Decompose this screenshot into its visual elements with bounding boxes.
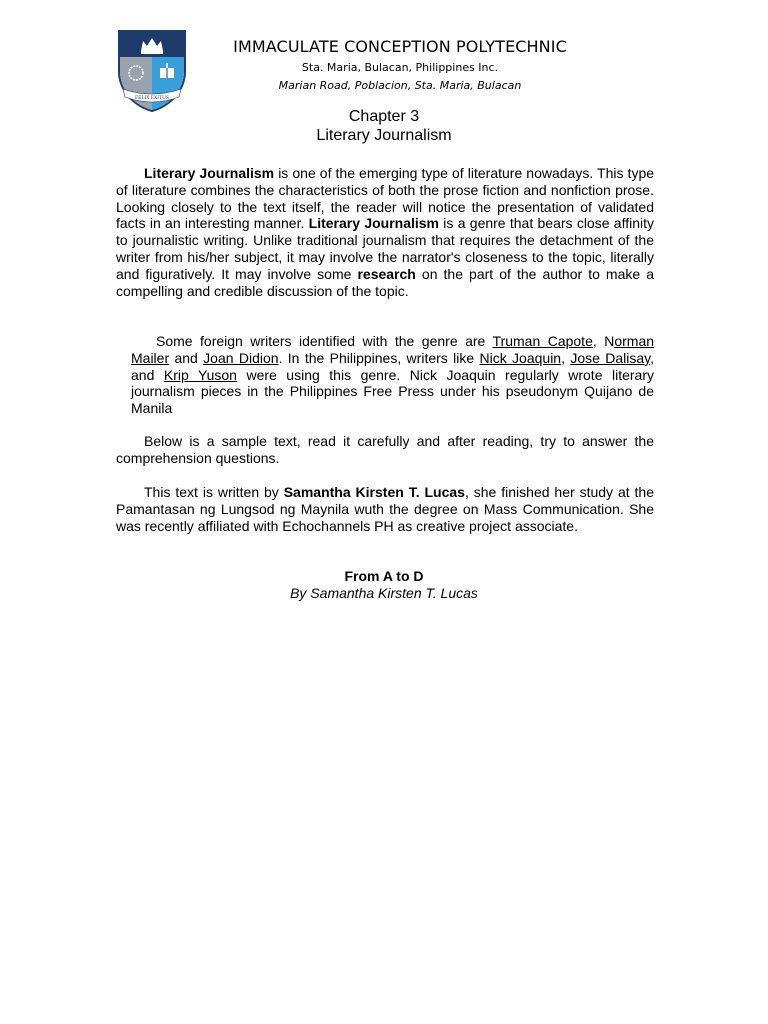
paragraph-text: This text is written by (144, 484, 284, 500)
link-norman-mailer[interactable]: orman Mailer (131, 333, 655, 366)
paragraph-writers (131, 333, 654, 417)
school-address-line2: Marian Road, Poblacion, Sta. Maria, Bulacan (278, 79, 522, 92)
paragraph-intro (116, 165, 654, 299)
link-jose-dalisay[interactable]: Jose Dalisay (570, 349, 651, 366)
link-truman-capote[interactable]: Truman Capote (492, 333, 593, 349)
term-literary-journalism: Literary Journalism (144, 165, 275, 181)
link-nick-joaquin[interactable]: Nick Joaquin (479, 349, 562, 366)
paragraph-text: were using this genre. Nick Joaquin regularly wrote literary journalism pieces in the Philippines Free Press under his pseudonym Quijano de Manila (131, 366, 654, 417)
paragraph-text: on the part of the author to make a compelling and credible discussion of the topic. (116, 265, 654, 299)
paragraph-text: is one of the emerging type of literature nowadays. This type of literature combines the characteristics of both the prose fiction and nonfiction prose. Looking closely to the text itself, the reader will notice the presentation of validated facts in an interesting manner. (116, 165, 655, 232)
term-literary-journalism: Literary Journalism (308, 215, 440, 232)
chapter-number: Chapter 3 (348, 108, 420, 125)
paragraph-author-bio (116, 484, 654, 534)
paragraph-text: and (169, 349, 204, 366)
paragraph-text: , (561, 349, 571, 366)
paragraph-text: Some foreign writers identified with the genre are (156, 333, 493, 349)
chapter-title: Literary Journalism (316, 127, 452, 144)
paragraph-instructions: Below is a sample text, read it carefully and after reading, try to answer the comprehension questions. (116, 433, 654, 466)
paragraph-text: , N (592, 333, 615, 349)
term-research: research (357, 265, 416, 282)
link-krip-yuson[interactable]: Krip Yuson (163, 366, 237, 383)
paragraph-text: , and (131, 349, 654, 383)
paragraph-text: . In the Philippines, writers like (278, 349, 480, 366)
link-joan-didion[interactable]: Joan Didion (203, 349, 279, 366)
school-logo (115, 27, 189, 113)
author-name: Samantha Kirsten T. Lucas (283, 484, 465, 500)
school-header (200, 36, 600, 94)
story-byline: By Samantha Kirsten T. Lucas (290, 585, 478, 601)
school-address-line1: Sta. Maria, Bulacan, Philippines Inc. (301, 61, 499, 74)
logo-motto: FELIX EXITUS (135, 96, 169, 101)
story-title: From A to D (344, 568, 424, 584)
school-name: IMMACULATE CONCEPTION POLYTECHNIC (233, 37, 567, 56)
paragraph-text: , she finished her study at the Pamantasan ng Lungsod ng Maynila wuth the degree on Mass Communication. She was recently affiliated with Echochannels PH as creative project associate. (116, 484, 655, 534)
paragraph-text: is a genre that bears close affinity to journalistic writing. Unlike traditional journalism that requires the detachment of the writer from his/her subject, it may involve the narrator's closeness to the topic, literally and figuratively. It may involve some (116, 215, 655, 282)
